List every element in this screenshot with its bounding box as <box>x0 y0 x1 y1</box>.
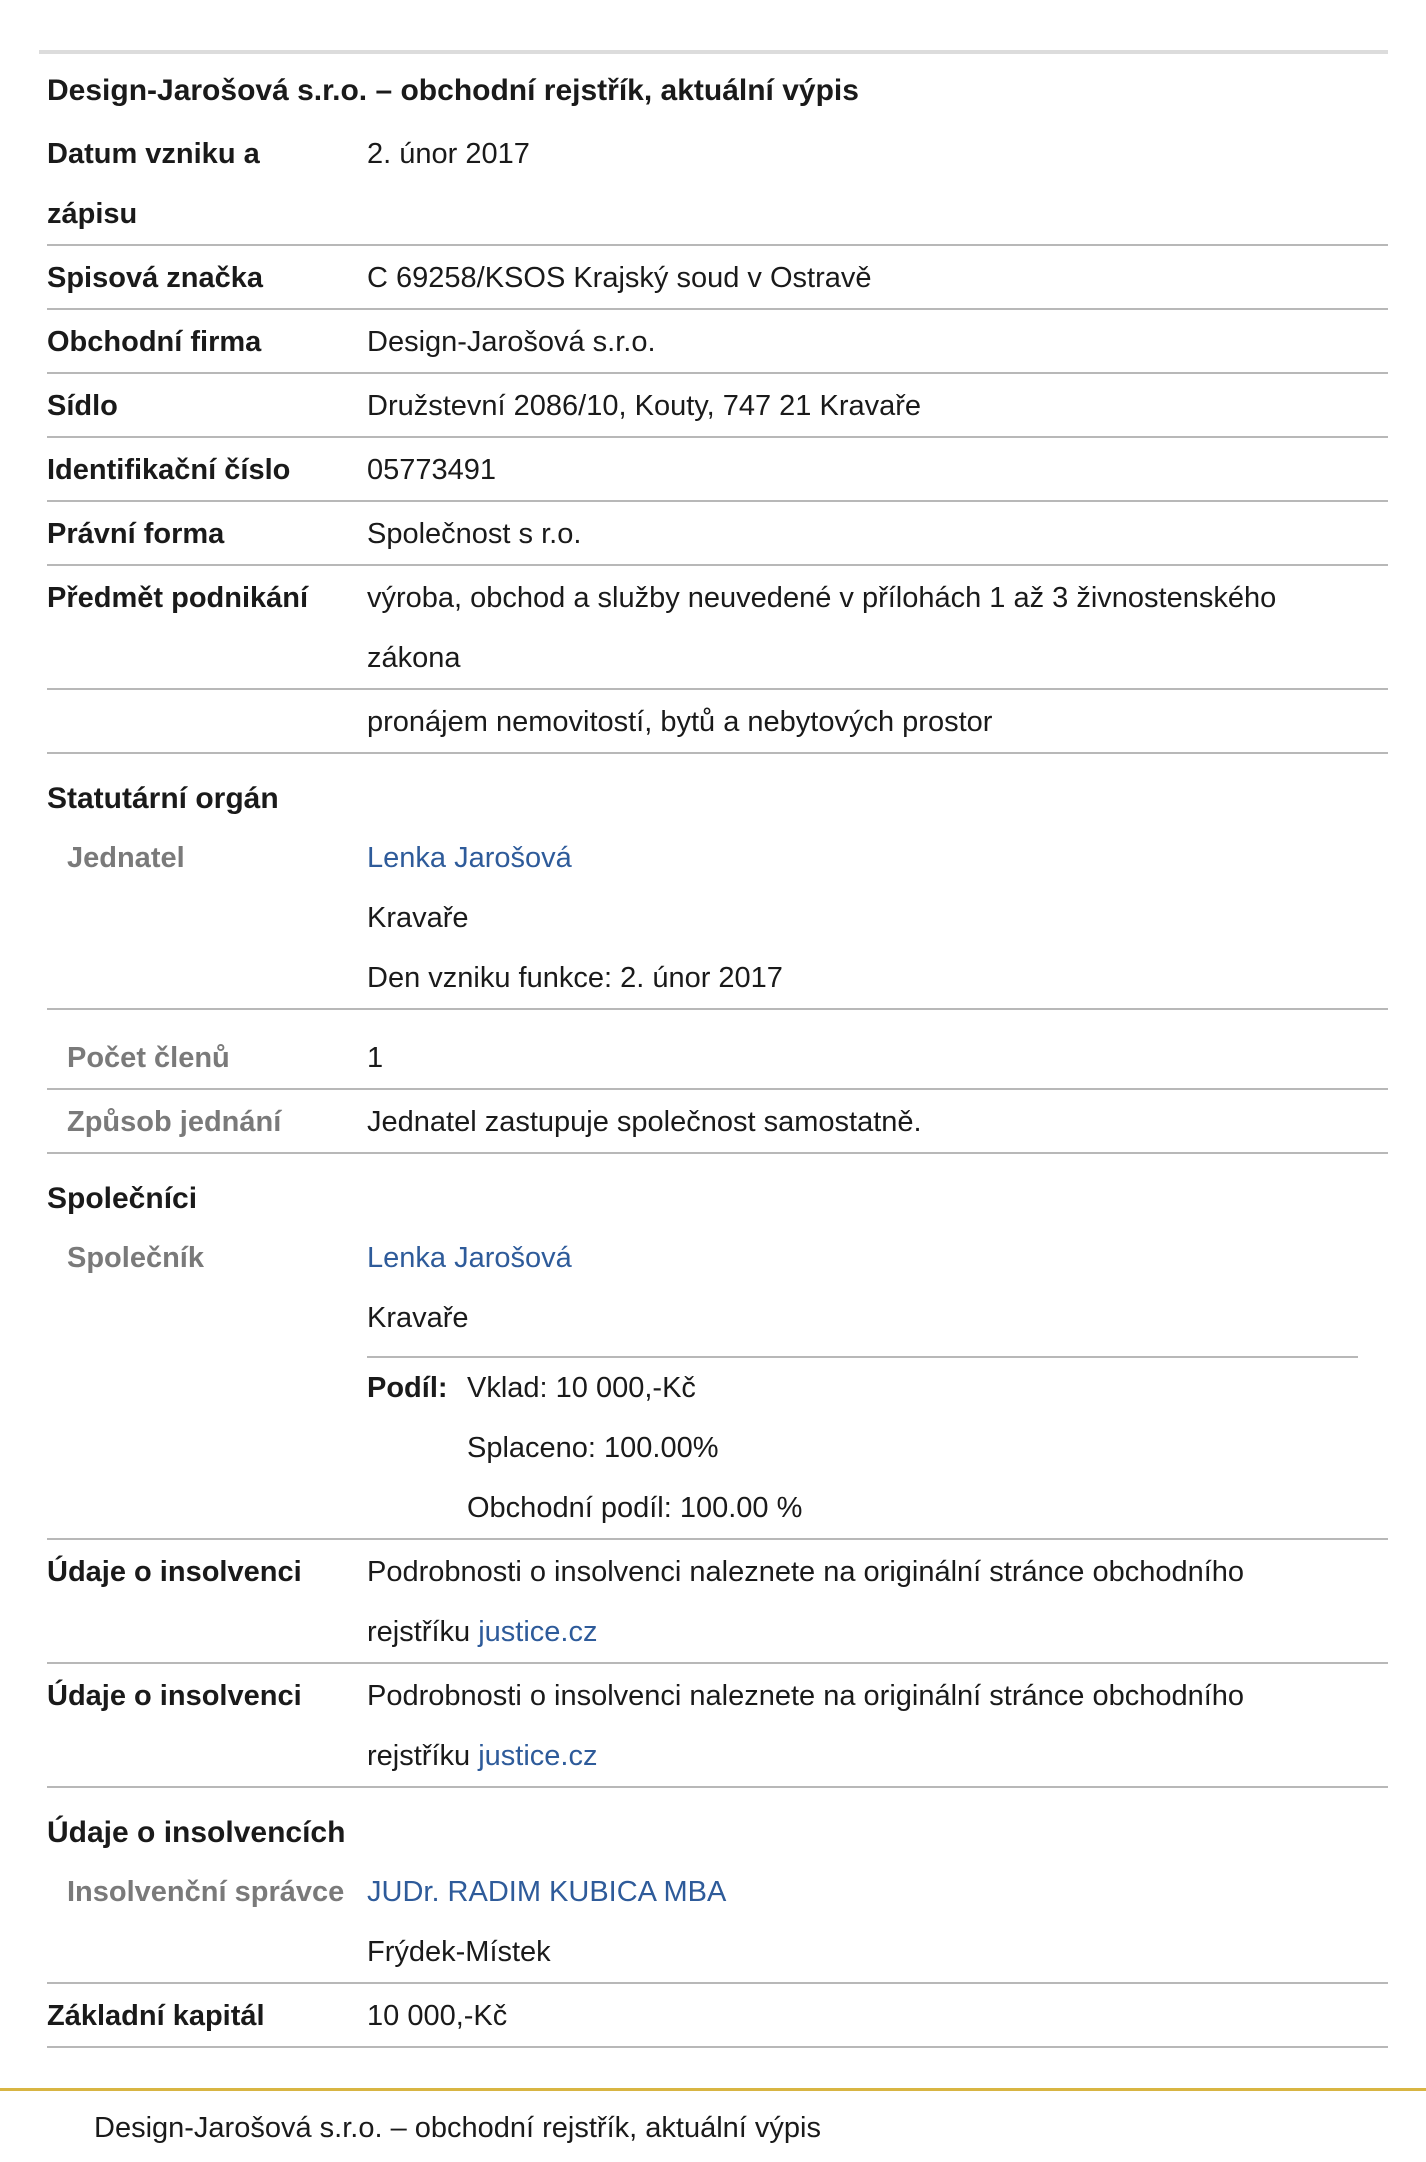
row-zakladni-kapital <box>47 1984 1388 2048</box>
row-pocet-clenu <box>47 1010 1388 1090</box>
spolecnik-city: Kravaře <box>367 1302 469 1334</box>
row-label: Údaje o insolvenci <box>47 1556 302 1588</box>
section-udaje-o-insolvencich: Údaje o insolvencích <box>47 1816 346 1849</box>
jednatel-link[interactable]: Lenka Jarošová <box>367 842 572 874</box>
footer-divider <box>0 2088 1426 2091</box>
footer-title: Design-Jarošová s.r.o. – obchodní rejstřík, aktuální výpis <box>94 2112 821 2144</box>
page-title: Design-Jarošová s.r.o. – obchodní rejstřík, aktuální výpis <box>47 74 859 107</box>
row-value <box>367 1540 1388 1662</box>
row-label: Právní forma <box>47 518 225 550</box>
spravce-link[interactable]: JUDr. RADIM KUBICA MBA <box>367 1876 727 1908</box>
row-value: 2. únor 2017 <box>367 138 530 170</box>
row-label <box>47 690 367 752</box>
row-datum-vzniku <box>47 122 1388 246</box>
row-value <box>367 1860 1388 1982</box>
row-value <box>367 1664 1388 1786</box>
row-obchodni-firma <box>47 310 1388 374</box>
row-predmet-podnikani <box>47 566 1388 690</box>
spravce-city: Frýdek-Místek <box>367 1936 551 1968</box>
row-value: Design-Jarošová s.r.o. <box>367 326 656 358</box>
row-label: Spisová značka <box>47 262 263 294</box>
jednatel-since: Den vzniku funkce: 2. únor 2017 <box>367 962 783 994</box>
row-value: Družstevní 2086/10, Kouty, 747 21 Kravaře <box>367 390 922 422</box>
row-spolecnik <box>47 1226 1388 1540</box>
row-label: Identifikační číslo <box>47 454 291 486</box>
row-spisova-znacka <box>47 246 1388 310</box>
row-value: Společnost s r.o. <box>367 518 582 550</box>
podil-block <box>367 1356 1358 1538</box>
row-value: Jednatel zastupuje společnost samostatně. <box>367 1106 922 1138</box>
row-label: Předmět podnikání <box>47 582 309 614</box>
row-value: 1 <box>367 1042 384 1074</box>
podil-obchodni: Obchodní podíl: 100.00 % <box>467 1492 803 1524</box>
spolecnik-link[interactable]: Lenka Jarošová <box>367 1242 572 1274</box>
row-label: Základní kapitál <box>47 2000 265 2032</box>
row-label: Údaje o insolvenci <box>47 1680 302 1712</box>
podil-splaceno: Splaceno: 100.00% <box>467 1432 719 1464</box>
row-label: Datum vzniku a zápisu <box>47 138 260 230</box>
row-ico <box>47 438 1388 502</box>
podil-vklad: Vklad: 10 000,-Kč <box>467 1372 696 1404</box>
row-udaje-o-insolvenci <box>47 1540 1388 1664</box>
row-value: 10 000,-Kč <box>367 2000 508 2032</box>
row-zpusob-jednani <box>47 1090 1388 1154</box>
row-value: 05773491 <box>367 454 497 486</box>
row-value <box>367 826 1388 1008</box>
podil-label: Podíl: <box>367 1372 448 1404</box>
row-value: výroba, obchod a služby neuvedené v přílohách 1 až 3 živnostenského zákona <box>367 582 1277 674</box>
insolvence-text: Podrobnosti o insolvenci naleznete na originální stránce obchodního rejstříku <box>367 1556 1245 1648</box>
row-value: C 69258/KSOS Krajský soud v Ostravě <box>367 262 872 294</box>
row-udaje-o-insolvenci-2 <box>47 1664 1388 1788</box>
row-label: Počet členů <box>67 1042 230 1074</box>
registry-card <box>39 50 1388 2048</box>
insolvence-text: Podrobnosti o insolvenci naleznete na originální stránce obchodního rejstříku <box>367 1680 1245 1772</box>
row-label: Sídlo <box>47 390 118 422</box>
row-value <box>367 1226 1388 1538</box>
row-label: Společník <box>67 1242 204 1274</box>
row-label: Insolvenční správce <box>67 1876 345 1908</box>
section-spolecnici: Společníci <box>47 1182 198 1215</box>
row-label: Jednatel <box>67 842 185 874</box>
row-label: Obchodní firma <box>47 326 262 358</box>
row-sidlo <box>47 374 1388 438</box>
row-value: pronájem nemovitostí, bytů a nebytových prostor <box>367 706 993 738</box>
jednatel-city: Kravaře <box>367 902 469 934</box>
section-statutarni-organ: Statutární orgán <box>47 782 279 815</box>
row-pravni-forma <box>47 502 1388 566</box>
row-predmet-podnikani-2 <box>47 690 1388 754</box>
row-label: Způsob jednání <box>67 1106 282 1138</box>
row-insolvencni-spravce <box>47 1860 1388 1984</box>
row-jednatel <box>47 826 1388 1010</box>
podil-values <box>467 1358 802 1538</box>
justice-link[interactable]: justice.cz <box>478 1616 598 1648</box>
justice-link[interactable]: justice.cz <box>478 1740 598 1772</box>
